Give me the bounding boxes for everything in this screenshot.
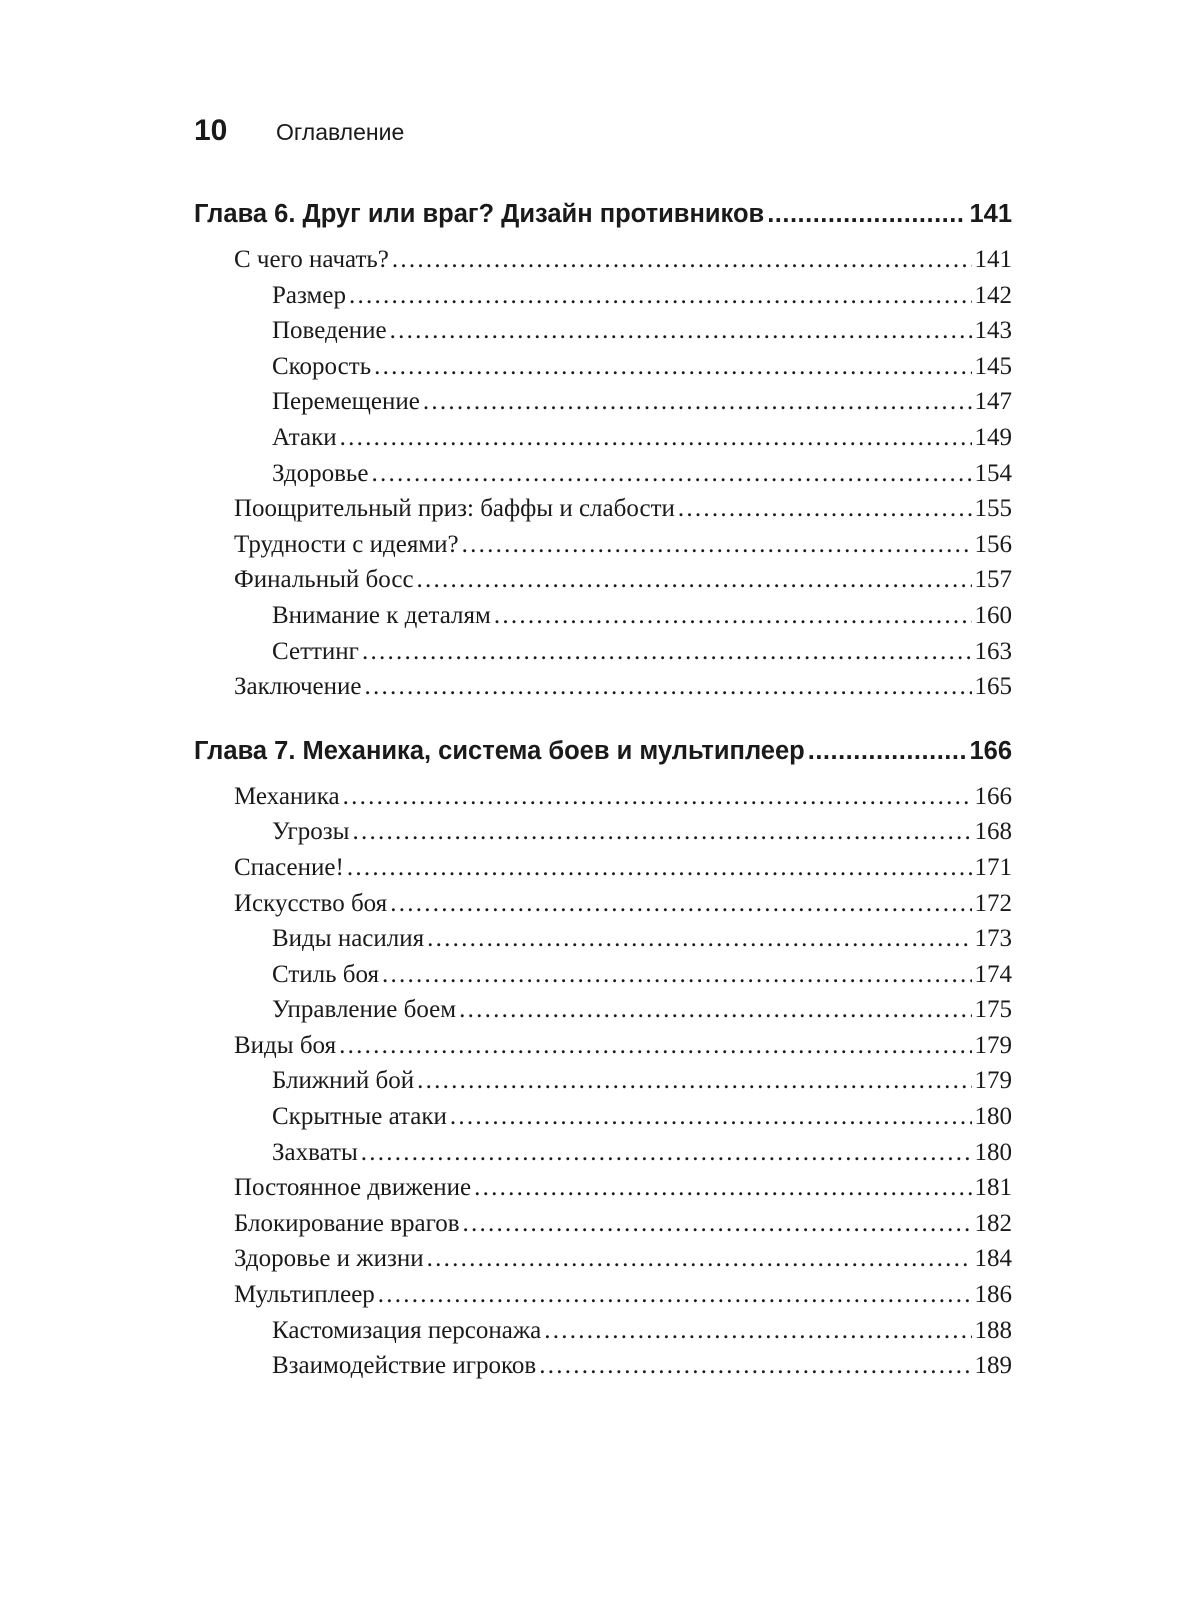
dot-leader	[362, 638, 972, 666]
toc-entry[interactable]	[194, 495, 1012, 531]
toc-entry[interactable]	[194, 1317, 1012, 1353]
dot-leader	[678, 495, 972, 523]
entry-label: Угрозы	[272, 818, 350, 846]
entry-page: 156	[974, 530, 1012, 558]
dot-leader	[382, 961, 971, 989]
dot-leader	[539, 1352, 971, 1380]
entry-label: Захваты	[272, 1138, 358, 1166]
entry-page: 155	[974, 495, 1012, 523]
entry-page: 174	[974, 960, 1012, 988]
dot-leader	[450, 1103, 972, 1131]
page-header	[194, 114, 404, 148]
entry-page: 175	[974, 996, 1012, 1024]
toc-entry[interactable]	[194, 925, 1012, 961]
chapter-heading[interactable]	[194, 737, 1012, 777]
dot-leader	[390, 317, 972, 345]
toc-entry[interactable]	[194, 246, 1012, 282]
toc-entry[interactable]	[194, 854, 1012, 890]
entry-label: Виды боя	[234, 1031, 337, 1059]
entry-page: 180	[974, 1138, 1012, 1166]
entry-page: 184	[974, 1245, 1012, 1273]
entry-page: 166	[974, 782, 1012, 810]
toc-entry[interactable]	[194, 531, 1012, 567]
toc-entry[interactable]	[194, 1067, 1012, 1103]
dot-leader	[378, 1281, 972, 1309]
entry-page: 160	[974, 601, 1012, 629]
toc-entry[interactable]	[194, 961, 1012, 997]
toc-entry[interactable]	[194, 890, 1012, 926]
chapter-heading[interactable]	[194, 200, 1012, 240]
toc-entry[interactable]	[194, 602, 1012, 638]
dot-leader	[463, 1210, 972, 1238]
entry-label: Взаимодействие игроков	[272, 1352, 537, 1380]
page-number: 10	[194, 114, 228, 147]
chapter-page: 166	[969, 736, 1012, 765]
dot-leader	[417, 566, 972, 594]
toc-entry[interactable]	[194, 818, 1012, 854]
entry-label: Блокирование врагов	[234, 1209, 460, 1237]
entry-label: Виды насилия	[272, 925, 425, 953]
toc-entry[interactable]	[194, 317, 1012, 353]
toc-entry[interactable]	[194, 1032, 1012, 1068]
dot-leader	[392, 246, 972, 274]
dot-leader	[474, 1174, 971, 1202]
table-of-contents	[194, 200, 1012, 1416]
entry-label: Перемещение	[272, 388, 420, 416]
toc-entry[interactable]	[194, 1210, 1012, 1246]
entry-page: 172	[974, 889, 1012, 917]
entry-label: Ближний бой	[272, 1067, 415, 1095]
entry-label: Искусство боя	[234, 889, 388, 917]
entry-page: 147	[974, 388, 1012, 416]
running-title: Оглавление	[276, 119, 405, 145]
chapter-title: Глава 7. Механика, система боев и мультиплеер	[194, 736, 805, 765]
entry-page: 182	[974, 1209, 1012, 1237]
toc-entry[interactable]	[194, 460, 1012, 496]
entry-label: Внимание к деталям	[272, 601, 491, 629]
entry-page: 189	[974, 1352, 1012, 1380]
entry-label: Скорость	[272, 352, 372, 380]
chapter-7	[194, 737, 1012, 1388]
entry-label: Стиль боя	[272, 960, 380, 988]
entry-label: С чего начать?	[234, 246, 389, 273]
entry-label: Здоровье и жизни	[234, 1245, 424, 1273]
entry-page: 165	[974, 673, 1012, 701]
toc-entry[interactable]	[194, 424, 1012, 460]
entry-page: 186	[974, 1281, 1012, 1309]
dot-leader	[339, 1032, 971, 1060]
entry-page: 188	[974, 1316, 1012, 1344]
dot-leader	[767, 200, 966, 229]
entry-page: 154	[974, 459, 1012, 487]
entry-page: 143	[974, 317, 1012, 345]
dot-leader	[462, 531, 972, 559]
dot-leader	[343, 783, 972, 811]
dot-leader	[423, 388, 972, 416]
entry-label: Механика	[234, 782, 340, 810]
chapter-6	[194, 200, 1012, 709]
entry-label: Атаки	[272, 423, 337, 451]
dot-leader	[417, 1067, 971, 1095]
entry-page: 142	[974, 281, 1012, 309]
toc-entry[interactable]	[194, 353, 1012, 389]
toc-entry[interactable]	[194, 388, 1012, 424]
dot-leader	[371, 460, 971, 488]
toc-entry[interactable]	[194, 566, 1012, 602]
toc-entry[interactable]	[194, 1139, 1012, 1175]
toc-entry[interactable]	[194, 1281, 1012, 1317]
dot-leader	[427, 1245, 972, 1273]
entry-page: 180	[974, 1103, 1012, 1131]
entry-page: 163	[974, 637, 1012, 665]
entry-page: 179	[974, 1031, 1012, 1059]
entry-label: Кастомизация персонажа	[272, 1316, 542, 1344]
entry-page: 179	[974, 1067, 1012, 1095]
entry-page: 145	[974, 352, 1012, 380]
entry-page: 168	[974, 818, 1012, 846]
entry-label: Финальный босс	[234, 566, 414, 594]
entry-label: Спасение!	[234, 853, 344, 881]
entry-label: Мультиплеер	[234, 1281, 375, 1309]
toc-entry[interactable]	[194, 996, 1012, 1032]
toc-entry[interactable]	[194, 1245, 1012, 1281]
dot-leader	[340, 424, 972, 452]
entry-label: Размер	[272, 281, 346, 309]
toc-entry[interactable]	[194, 783, 1012, 819]
entry-label: Здоровье	[272, 459, 369, 487]
dot-leader	[349, 282, 972, 310]
dot-leader	[365, 673, 972, 701]
entry-page: 171	[974, 853, 1012, 881]
entry-label: Сеттинг	[272, 637, 359, 665]
dot-leader	[361, 1139, 972, 1167]
entry-label: Поведение	[272, 317, 387, 345]
toc-entry[interactable]	[194, 673, 1012, 709]
chapter-title: Глава 6. Друг или враг? Дизайн противников	[194, 200, 765, 228]
chapter-page: 141	[969, 200, 1012, 228]
dot-leader	[494, 602, 972, 630]
dot-leader	[374, 353, 971, 381]
entry-page: 181	[974, 1174, 1012, 1202]
entry-label: Трудности с идеями?	[234, 530, 459, 558]
toc-entry[interactable]	[194, 638, 1012, 674]
dot-leader	[544, 1317, 971, 1345]
toc-entry[interactable]	[194, 1103, 1012, 1139]
toc-entry[interactable]	[194, 1174, 1012, 1210]
toc-entry[interactable]	[194, 1352, 1012, 1388]
dot-leader	[459, 996, 971, 1024]
entry-page: 157	[974, 566, 1012, 594]
entry-label: Заключение	[234, 673, 362, 701]
entry-page: 149	[974, 423, 1012, 451]
dot-leader	[427, 925, 971, 953]
toc-entry[interactable]	[194, 282, 1012, 318]
dot-leader	[390, 890, 971, 918]
dot-leader	[347, 854, 972, 882]
entry-label: Скрытные атаки	[272, 1103, 447, 1131]
dot-leader	[352, 818, 971, 846]
entry-label: Управление боем	[272, 996, 457, 1024]
entry-page: 173	[974, 925, 1012, 953]
dot-leader	[808, 737, 967, 766]
entry-label: Постоянное движение	[234, 1174, 472, 1202]
entry-label: Поощрительный приз: баффы и слабости	[234, 495, 675, 523]
entry-page: 141	[974, 246, 1012, 273]
